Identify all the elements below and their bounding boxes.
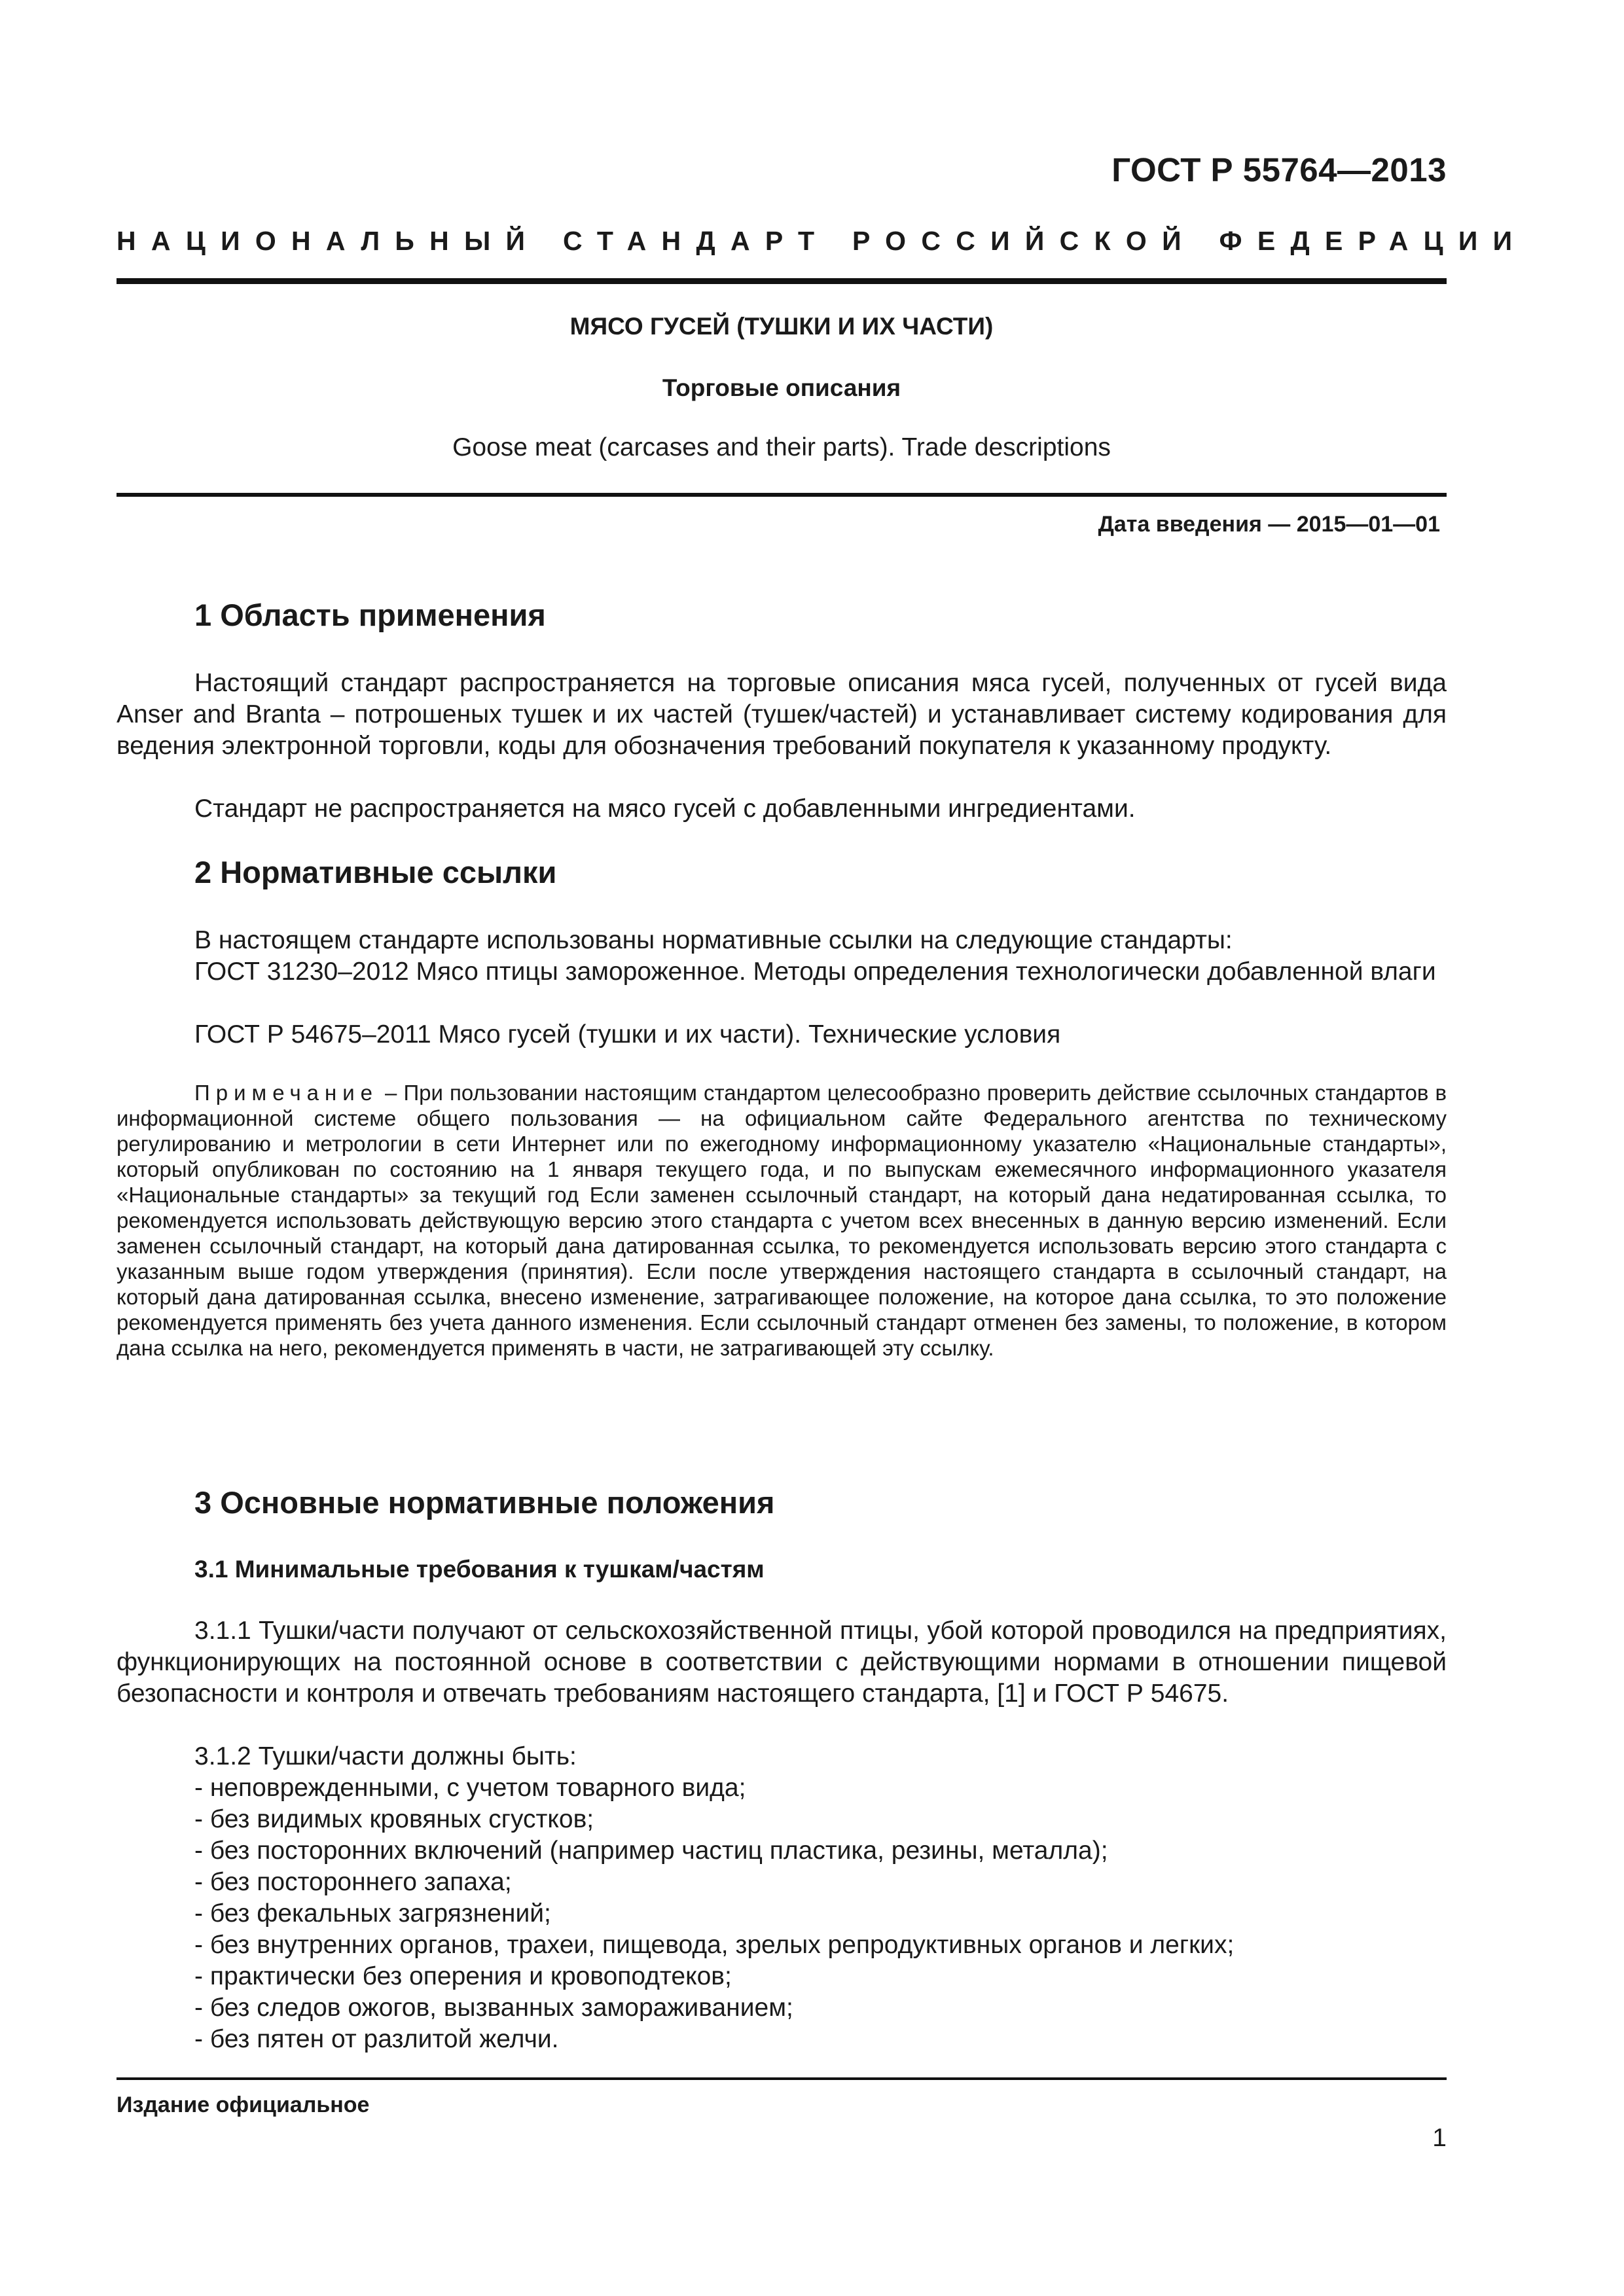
note-label: Примечание <box>194 1081 379 1105</box>
list-item: - без пятен от разлитой желчи. <box>194 2025 559 2053</box>
document-title-english: Goose meat (carcases and their parts). Trade descriptions <box>452 433 1111 461</box>
note-paragraph <box>117 1080 1447 1361</box>
section-3-heading: 3 Основные нормативные положения <box>194 1485 775 1520</box>
list-item: - без внутренних органов, трахеи, пищевода, зрелых репродуктивных органов и легких; <box>194 1931 1235 1959</box>
list-item: - без посторонних включений (например частиц пластика, резины, металла); <box>194 1837 1108 1865</box>
gost-number: ГОСТ Р 55764—2013 <box>1111 151 1447 188</box>
section-2-intro: В настоящем стандарте использованы нормативные ссылки на следующие стандарты: <box>194 926 1233 954</box>
footer-rule <box>117 2077 1447 2080</box>
section-2-heading: 2 Нормативные ссылки <box>194 855 557 889</box>
national-standard-title: НАЦИОНАЛЬНЫЙ СТАНДАРТ РОССИЙСКОЙ ФЕДЕРАЦИИ <box>117 226 1528 256</box>
document-title: МЯСО ГУСЕЙ (ТУШКИ И ИХ ЧАСТИ) <box>569 313 994 340</box>
page-number: 1 <box>1432 2124 1447 2152</box>
section-1-paragraph: Настоящий стандарт распространяется на торговые описания мяса гусей, полученных от гусей вида Anser and Branta – потрошеных тушек и их частей (тушек/частей) и устанавливает систему кодирования для ведения электронной торговли, коды для обозначения требований покупателя к указанному продукту. <box>117 669 1447 760</box>
introduction-date: Дата введения — 2015—01—01 <box>1098 512 1440 537</box>
section-1-paragraph-2: Стандарт не распространяется на мясо гусей с добавленными ингредиентами. <box>194 795 1136 823</box>
clause-3-1-1: 3.1.1 Тушки/части получают от сельскохозяйственной птицы, убой которой проводился на предприятиях, функционирующих на постоянной основе в соответствии с действующими нормами в отношении пищевой безопасности и контроля и отвечать требованиям настоящего стандарта, [1] и ГОСТ Р 54675. <box>117 1617 1447 1708</box>
edition-label: Издание официальное <box>117 2092 370 2117</box>
reference-item: ГОСТ 31230–2012 Мясо птицы замороженное. Методы определения технологически добавленной влаги <box>194 958 1436 986</box>
list-item: - без фекальных загрязнений; <box>194 1899 551 1928</box>
clause-3-1-2: 3.1.2 Тушки/части должны быть: <box>194 1742 577 1770</box>
document-subtitle: Торговые описания <box>662 374 901 401</box>
reference-item: ГОСТ Р 54675–2011 Мясо гусей (тушки и их части). Технические условия <box>194 1020 1061 1049</box>
note-text: – При пользовании настоящим стандартом целесообразно проверить действие ссылочных стандартов в информационной системе общего пользования — на официальном сайте Федерального агентства по техническому регулированию и метрологии в сети Интернет или по ежегодному информационному указателю «Национальные стандарты», который опубликован по состоянию на 1 января текущего года, и по выпускам ежемесячного информационного указателя «Национальные стандарты» за текущий год Если заменен ссылочный стандарт, на который дана недатированная ссылка, то рекомендуется использовать действующую версию этого стандарта с учетом всех внесенных в данную версию изменений. Если заменен ссылочный стандарт, на который дана датированная ссылка, то рекомендуется использовать версию этого стандарта с указанным выше годом утверждения (принятия). Если после утверждения настоящего стандарта в ссылочный стандарт, на который дана датированная ссылка, внесено изменение, затрагивающее положение, на которое дана ссылка, то это положение рекомендуется применять без учета данного изменения. Если ссылочный стандарт отменен без замены, то положение, в котором дана ссылка на него, рекомендуется применять в части, не затрагивающей эту ссылку. <box>117 1081 1447 1360</box>
list-item: - неповрежденными, с учетом товарного вида; <box>194 1774 746 1802</box>
top-rule <box>117 278 1447 284</box>
title-rule <box>117 493 1447 497</box>
section-1-heading: 1 Область применения <box>194 598 546 632</box>
list-item: - без следов ожогов, вызванных замораживанием; <box>194 1994 793 2022</box>
requirements-list <box>194 1772 1234 2055</box>
list-item: - практически без оперения и кровоподтеков; <box>194 1962 732 1990</box>
list-item: - без видимых кровяных сгустков; <box>194 1805 594 1833</box>
subsection-3-1-heading: 3.1 Минимальные требования к тушкам/частям <box>194 1556 765 1583</box>
list-item: - без постороннего запаха; <box>194 1868 512 1896</box>
